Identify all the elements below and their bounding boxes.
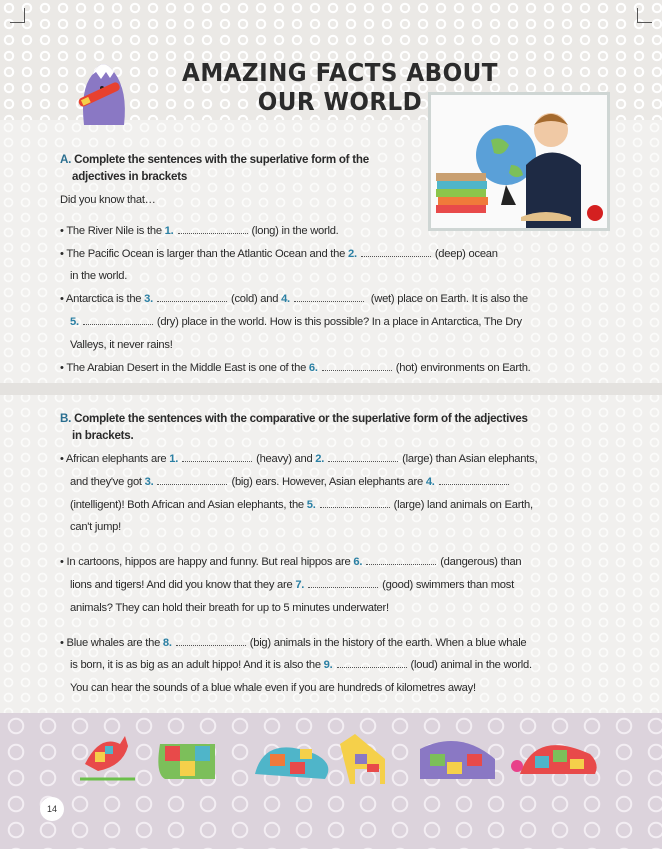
- sentence-text: (big) ears. However, Asian elephants are: [231, 475, 426, 488]
- sentence-text: lions and tigers! And did you know that they are: [70, 578, 296, 591]
- sentence-text: (dangerous) than: [440, 556, 522, 569]
- blank-number: 1.: [169, 453, 179, 465]
- blank-number: 2.: [315, 453, 325, 465]
- sentence-text: (intelligent)! Both African and Asian elephants, the: [70, 498, 307, 511]
- answer-blank[interactable]: [176, 637, 246, 646]
- sentence-text: In cartoons, hippos are happy and funny. But real hippos are: [66, 556, 354, 569]
- section-b-heading: [60, 410, 620, 427]
- paragraph: [60, 551, 620, 619]
- turtle-icon: [511, 745, 597, 774]
- section-letter: B.: [60, 412, 72, 425]
- page-number: 14: [40, 797, 64, 821]
- sentence-text: Blue whales are the: [66, 636, 163, 649]
- zebra-icon: [340, 734, 385, 784]
- blank-number: 1.: [164, 224, 174, 237]
- sentence-text: The Arabian Desert in the Middle East is one of the: [66, 361, 309, 374]
- answer-blank[interactable]: [294, 293, 364, 302]
- sentence-text: in the world.: [70, 270, 128, 283]
- answer-blank[interactable]: [320, 499, 390, 508]
- blank-number: 3.: [144, 475, 154, 488]
- sentence-text: (heavy) and: [256, 453, 316, 465]
- blank-number: 9.: [323, 659, 333, 672]
- section-divider: [0, 383, 662, 395]
- sentence-text: (loud) animal in the world.: [410, 659, 532, 672]
- answer-blank[interactable]: [157, 293, 227, 302]
- sentence-line: [60, 311, 620, 334]
- blank-number: 5.: [306, 498, 316, 511]
- answer-blank[interactable]: [182, 453, 252, 462]
- sentence-text: (cold) and: [230, 293, 282, 306]
- sentence-line: [60, 677, 620, 700]
- sentence-line: [60, 334, 620, 357]
- sentence-line: [60, 654, 620, 677]
- sentence-line: [60, 471, 620, 494]
- sentence-text: (large) land animals on Earth,: [393, 498, 533, 511]
- blank-number: 5.: [70, 315, 79, 328]
- sentence-line: [60, 632, 620, 655]
- answer-blank[interactable]: [361, 248, 431, 257]
- section-b-heading-cont: in brackets.: [72, 429, 134, 442]
- section-a-heading: [60, 151, 620, 168]
- sentence-line: [60, 220, 620, 243]
- section-letter: A.: [60, 153, 72, 166]
- sentence-text: animals? They can hold their breath for up to 5 minutes underwater!: [70, 601, 389, 614]
- heading-text: Complete the sentences with the superlative form of the: [74, 153, 369, 166]
- elephant-icon: [158, 744, 215, 779]
- bird-icon: [80, 736, 135, 779]
- bullet-icon: •: [60, 247, 67, 260]
- blank-number: 4.: [425, 475, 435, 488]
- sentence-text: and they've got: [70, 475, 145, 488]
- bullet-icon: •: [60, 453, 66, 465]
- paragraph: [60, 632, 620, 700]
- sentence-text: The Pacific Ocean is larger than the Atlantic Ocean and the: [66, 247, 348, 260]
- section-b: [60, 410, 620, 700]
- sentence-text: is born, it is as big as an adult hippo! And it is also the: [70, 659, 324, 672]
- sentence-line: [60, 288, 620, 311]
- answer-blank[interactable]: [337, 659, 407, 668]
- sentence-text: can't jump!: [70, 521, 121, 534]
- sentence-text: (long) in the world.: [251, 224, 339, 237]
- sentence-line: [60, 357, 620, 380]
- blank-number: 6.: [353, 556, 363, 569]
- section-a: [60, 151, 620, 379]
- mascot-illustration: [72, 50, 142, 135]
- answer-blank[interactable]: [157, 476, 227, 485]
- blank-number: 3.: [144, 293, 153, 306]
- bullet-icon: •: [60, 556, 67, 569]
- page-title: AMAZING FACTS ABOUT OUR WORLD: [182, 58, 498, 116]
- blank-number: 2.: [347, 247, 357, 260]
- bullet-icon: •: [60, 361, 67, 374]
- blank-number: 8.: [162, 636, 172, 649]
- sentence-line: [60, 494, 620, 517]
- bullet-icon: •: [60, 293, 66, 306]
- sentence-line: [60, 265, 620, 288]
- crop-mark: [637, 8, 652, 23]
- sentence-text: (big) animals in the history of the earth. When a blue whale: [249, 636, 527, 649]
- sentence-line: [60, 516, 620, 539]
- sentence-line: [60, 551, 620, 574]
- sentence-text: You can hear the sounds of a blue whale even if you are hundreds of kilometres away!: [70, 682, 476, 695]
- whale-icon: [255, 747, 328, 779]
- blank-number: 7.: [295, 578, 305, 591]
- sentence-line: [60, 448, 620, 471]
- sentence-text: Antarctica is the: [65, 293, 145, 306]
- patchwork-animals-illustration: [75, 724, 615, 799]
- sentence-line: [60, 597, 620, 620]
- answer-blank[interactable]: [328, 453, 398, 462]
- sentence-text: The River Nile is the: [66, 224, 165, 237]
- section-a-heading-cont: adjectives in brackets: [72, 170, 188, 183]
- sentence-text: African elephants are: [65, 453, 170, 465]
- sentence-text: (wet) place on Earth. It is also the: [367, 293, 528, 306]
- heading-text: Complete the sentences with the comparative or the superlative form of the adjectives: [74, 412, 528, 425]
- answer-blank[interactable]: [322, 362, 392, 371]
- sentence-text: (good) swimmers than most: [382, 578, 514, 591]
- blank-number: 4.: [281, 293, 290, 306]
- crop-mark: [10, 8, 25, 23]
- sentence-text: (deep) ocean: [434, 247, 498, 260]
- sentence-line: [60, 243, 620, 266]
- paragraph: [60, 448, 620, 539]
- blank-number: 6.: [308, 361, 318, 374]
- answer-blank[interactable]: [178, 225, 248, 234]
- bullet-icon: •: [60, 636, 67, 649]
- sentence-line: [60, 574, 620, 597]
- intro-text: Did you know that…: [60, 194, 156, 206]
- answer-blank[interactable]: [366, 556, 436, 565]
- answer-blank[interactable]: [308, 579, 378, 588]
- answer-blank[interactable]: [83, 316, 153, 325]
- bullet-icon: •: [60, 224, 67, 237]
- answer-blank[interactable]: [439, 476, 509, 485]
- sentence-text: (hot) environments on Earth.: [395, 361, 531, 374]
- sentence-text: Valleys, it never rains!: [70, 338, 173, 351]
- sentence-text: (dry) place in the world. How is this possible? In a place in Antarctica, The Dry: [156, 315, 522, 328]
- hippo-icon: [420, 741, 495, 779]
- sentence-text: (large) than Asian elephants,: [402, 453, 538, 465]
